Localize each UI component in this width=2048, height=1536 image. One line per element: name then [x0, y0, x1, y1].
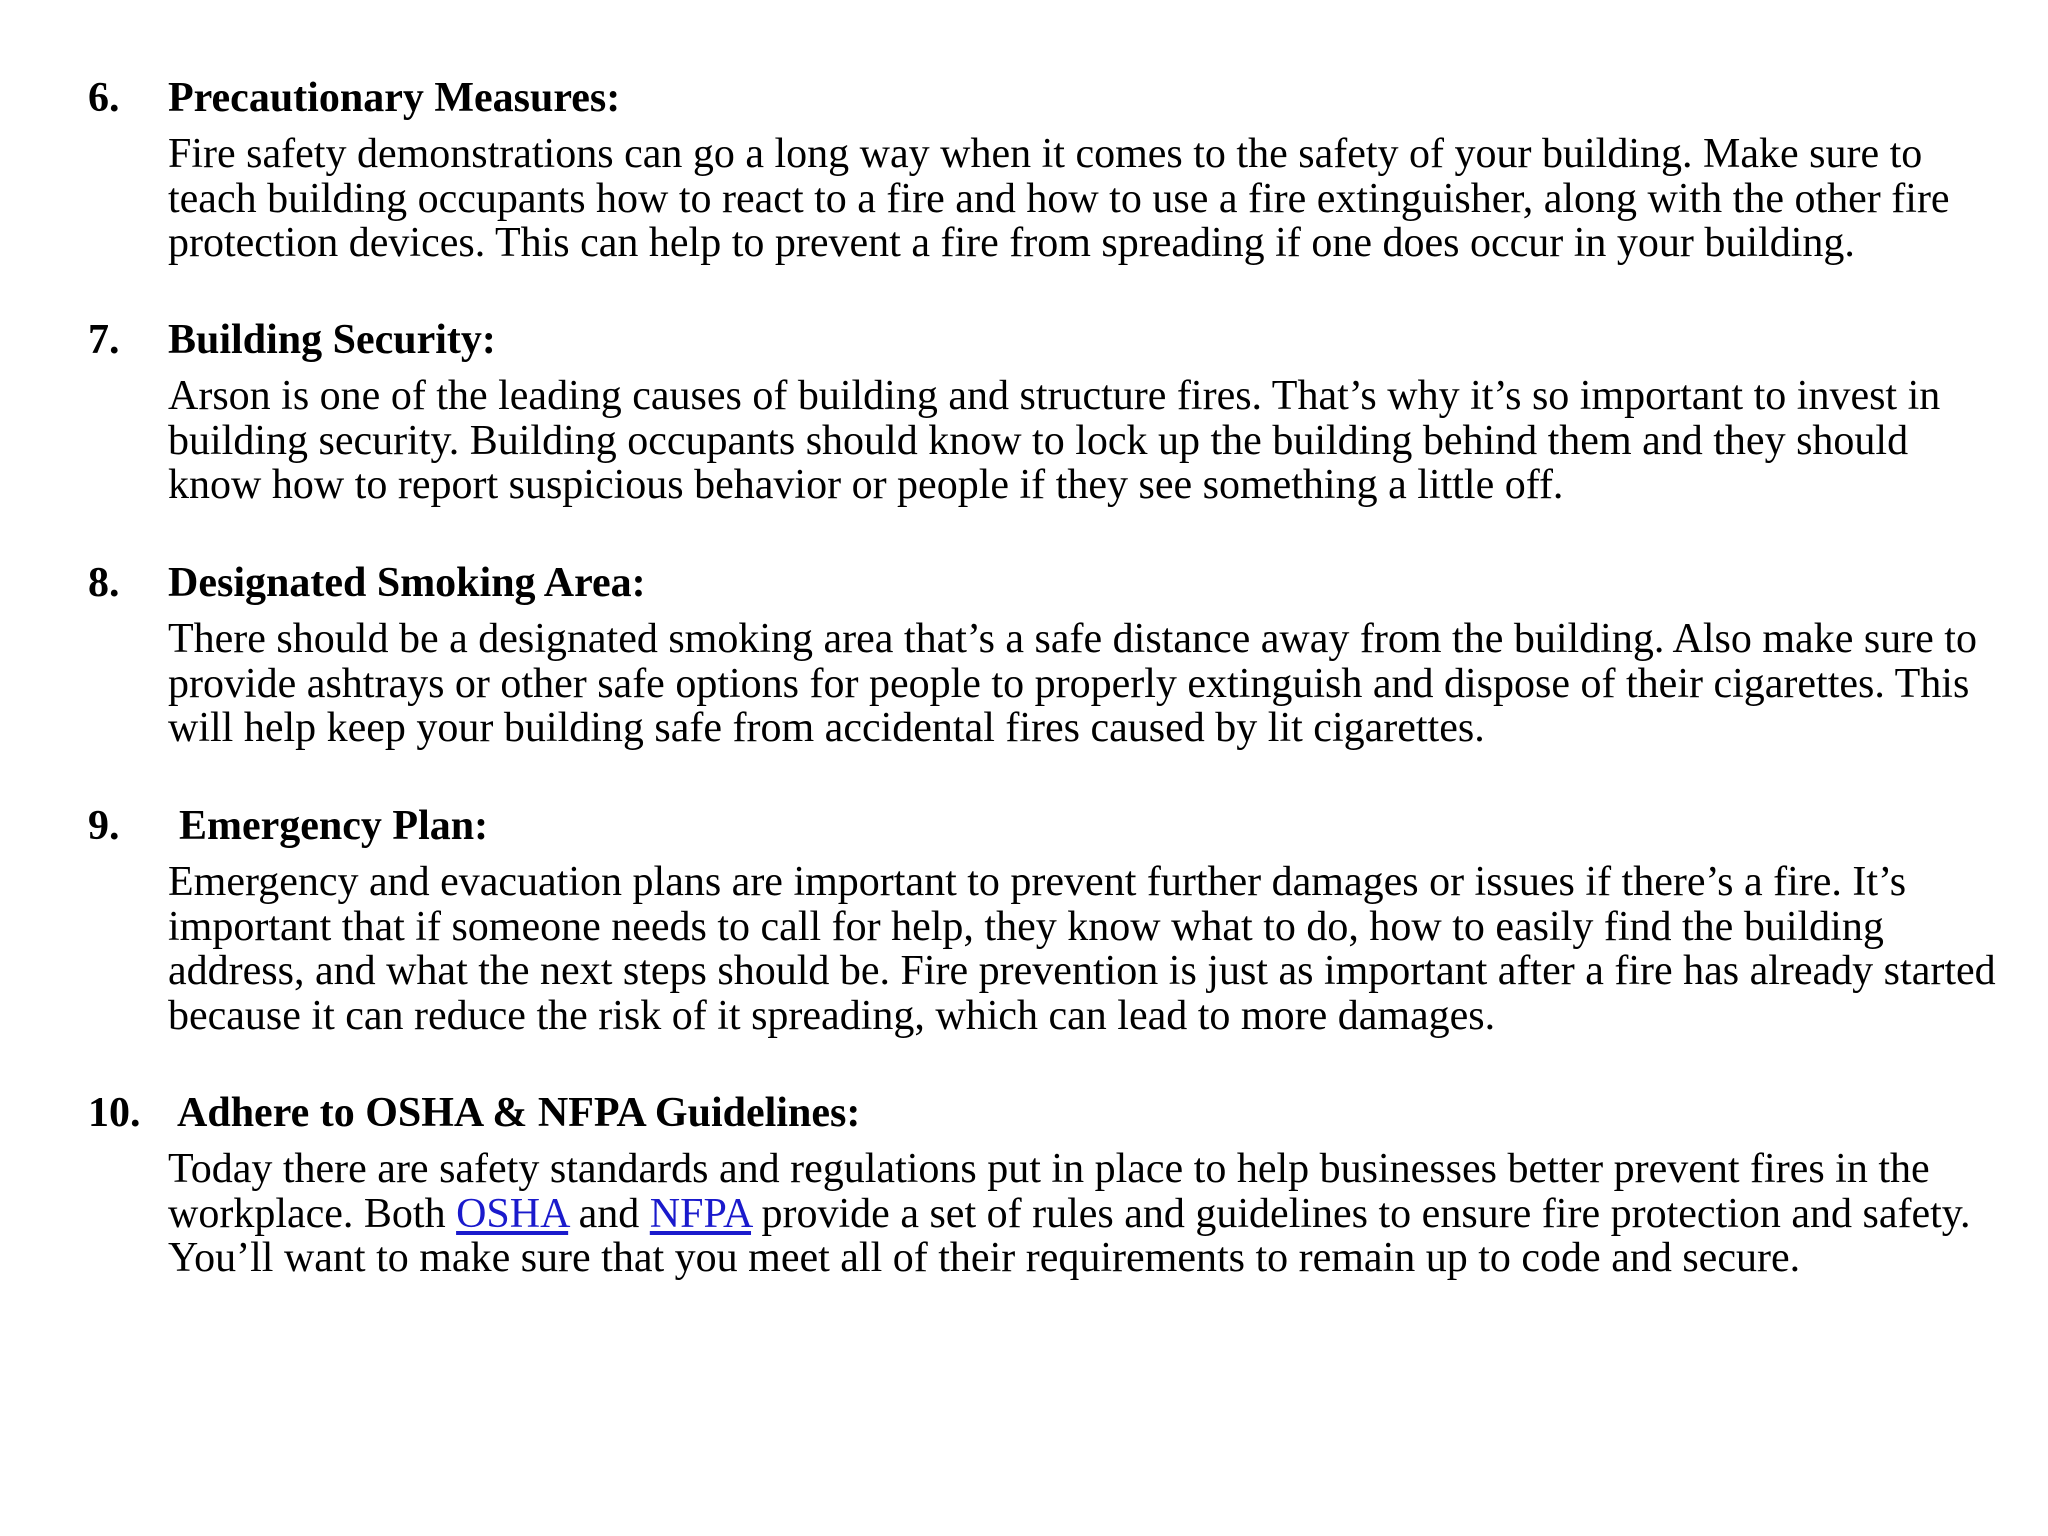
item-heading	[0, 553, 2048, 613]
body-text-before: Today there are safety standards and regulations put in place to help businesses better prevent fires in the workplace. Both	[168, 1146, 1930, 1237]
item-heading	[0, 1083, 2048, 1143]
item-title: Emergency Plan:	[179, 803, 489, 849]
item-heading	[0, 796, 2048, 856]
item-number: 6.	[88, 75, 120, 121]
item-body: Fire safety demonstrations can go a long way when it comes to the safety of your building. Make sure to teach building occupants how to react to a fire and how to use a fire extinguisher, along with the other fire protection devices. This can help to prevent a fire from spreading if one does occur in your building.	[168, 131, 1950, 266]
list-item-9	[0, 796, 2048, 1038]
item-title: Adhere to OSHA & NFPA Guidelines:	[177, 1090, 861, 1136]
list-item-6	[0, 68, 2048, 266]
item-number: 8.	[88, 560, 120, 606]
body-text-after: provide a set of rules and guidelines to ensure fire protection and safety. You’ll want to make sure that you meet all of their requirements to remain up to code and secure.	[168, 1190, 1971, 1281]
item-body: Arson is one of the leading causes of building and structure fires. That’s why it’s so important to invest in building security. Building occupants should know to lock up the building behind them and they should know how to report suspicious behavior or people if they see something a little off.	[168, 373, 1941, 508]
item-title: Precautionary Measures:	[168, 75, 621, 121]
item-heading	[0, 68, 2048, 128]
item-number: 9.	[88, 803, 120, 849]
list-item-8	[0, 553, 2048, 751]
item-title: Designated Smoking Area:	[168, 560, 646, 606]
list-item-7	[0, 310, 2048, 508]
item-number: 10.	[88, 1090, 141, 1136]
item-heading	[0, 310, 2048, 370]
item-title: Building Security:	[168, 317, 496, 363]
item-number: 7.	[88, 317, 120, 363]
osha-link[interactable]: OSHA	[456, 1190, 569, 1237]
list-item-10	[0, 1083, 2048, 1281]
body-text-mid: and	[568, 1190, 650, 1237]
item-body: There should be a designated smoking area that’s a safe distance away from the building. Also make sure to provide ashtrays or other safe options for people to properly extinguish and dispose of their cigarettes. This will help keep your building safe from accidental fires caused by lit cigarettes.	[168, 616, 1977, 751]
nfpa-link[interactable]: NFPA	[649, 1190, 752, 1237]
item-body	[168, 1147, 1998, 1281]
item-body: Emergency and evacuation plans are important to prevent further damages or issues if there’s a fire. It’s important that if someone needs to call for help, they know what to do, how to easily find the building address, and what the next steps should be. Fire prevention is just as important after a fire has already started because it can reduce the risk of it spreading, which can lead to more damages.	[168, 859, 1996, 1039]
